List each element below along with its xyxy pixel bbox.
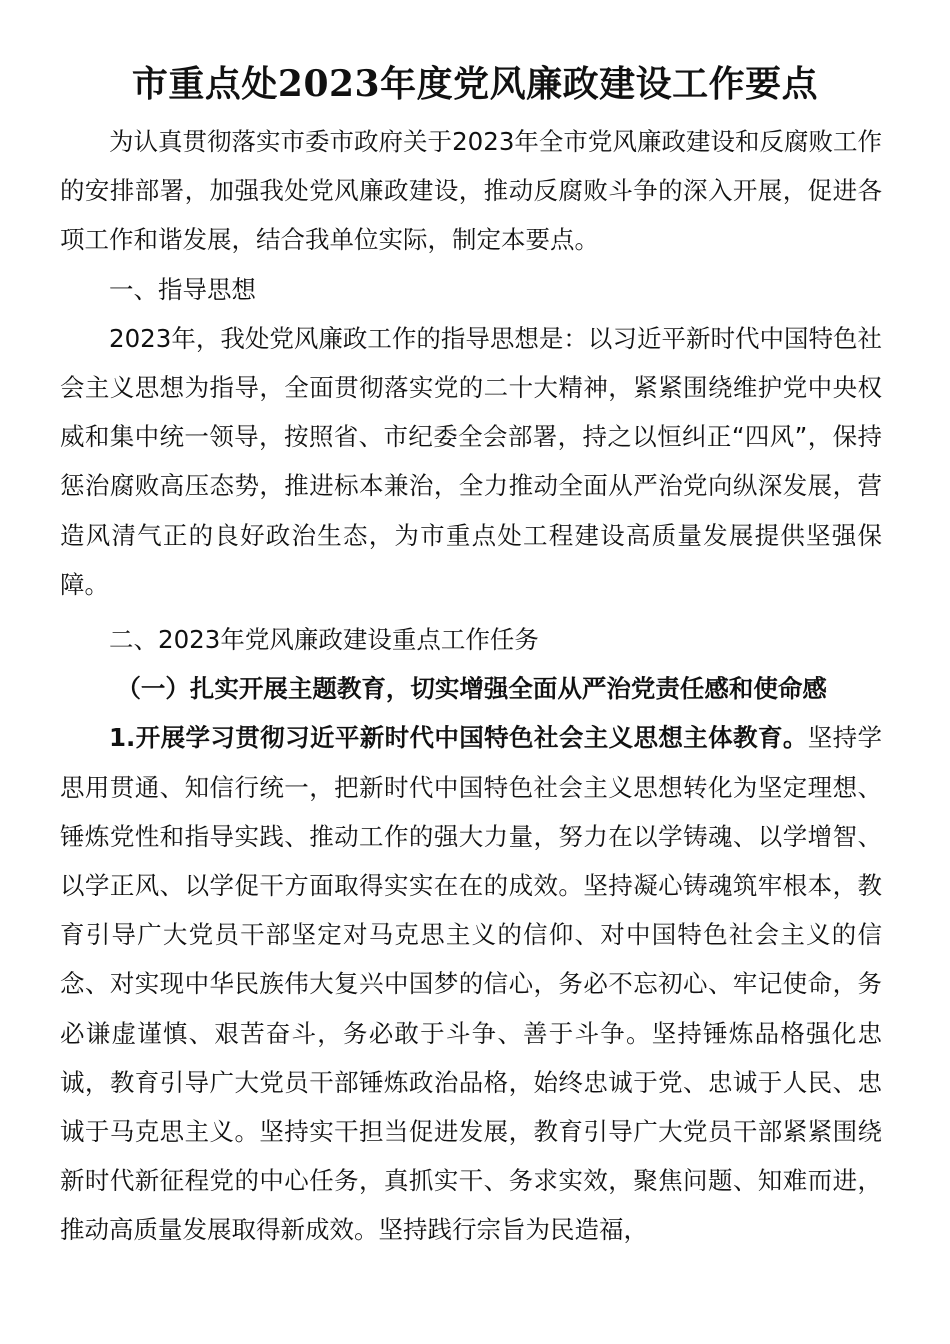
document-body bbox=[60, 117, 882, 1255]
section-heading-key-tasks: 二、2023年党风廉政建设重点工作任务 bbox=[109, 625, 539, 655]
guiding-ideology-paragraph: 2023年，我处党风廉政工作的指导思想是：以习近平新时代中国特色社会主义思想为指导，全面贯彻落实党的二十大精神，紧紧围绕维护党中央权威和集中统一领导，按照省、市纪委全会部署，持之以恒纠正“四风”，保持惩治腐败高压态势，推进标本兼治，全力推动全面从严治党向纵深发展，营造风清气正的良好政治生态，为市重点处工程建设高质量发展提供坚强保障。 bbox=[60, 323, 882, 599]
item-1-paragraph bbox=[60, 713, 882, 1254]
item-1-lead: 1.开展学习贯彻习近平新时代中国特色社会主义思想主体教育。 bbox=[109, 723, 808, 753]
intro-paragraph: 为认真贯彻落实市委市政府关于2023年全市党风廉政建设和反腐败工作的安排部署，加强我处党风廉政建设，推动反腐败斗争的深入开展，促进各项工作和谐发展，结合我单位实际，制定本要点。 bbox=[60, 127, 882, 255]
section-heading-guiding-ideology: 一、指导思想 bbox=[109, 274, 256, 304]
subsection-heading-theme-education: （一）扎实开展主题教育，切实增强全面从严治党责任感和使命感 bbox=[116, 674, 827, 704]
item-1-text: 坚持学思用贯通、知信行统一，把新时代中国特色社会主义思想转化为坚定理想、锤炼党性和指导实践、推动工作的强大力量，努力在以学铸魂、以学增智、以学正风、以学促干方面取得实实在在的成效。坚持凝心铸魂筑牢根本，教育引导广大党员干部坚定对马克思主义的信仰、对中国特色社会主义的信念、对实现中华民族伟大复兴中国梦的信心，务必不忘初心、牢记使命，务必谦虚谨慎、艰苦奋斗，务必敢于斗争、善于斗争。坚持锤炼品格强化忠诚，教育引导广大党员干部锤炼政治品格，始终忠诚于党、忠诚于人民、忠诚于马克思主义。坚持实干担当促进发展，教育引导广大党员干部紧紧围绕新时代新征程党的中心任务，真抓实干、务求实效，聚焦问题、知难而进，推动高质量发展取得新成效。坚持践行宗旨为民造福， bbox=[60, 723, 882, 1245]
document-title: 市重点处2023年度党风廉政建设工作要点 bbox=[131, 63, 819, 105]
